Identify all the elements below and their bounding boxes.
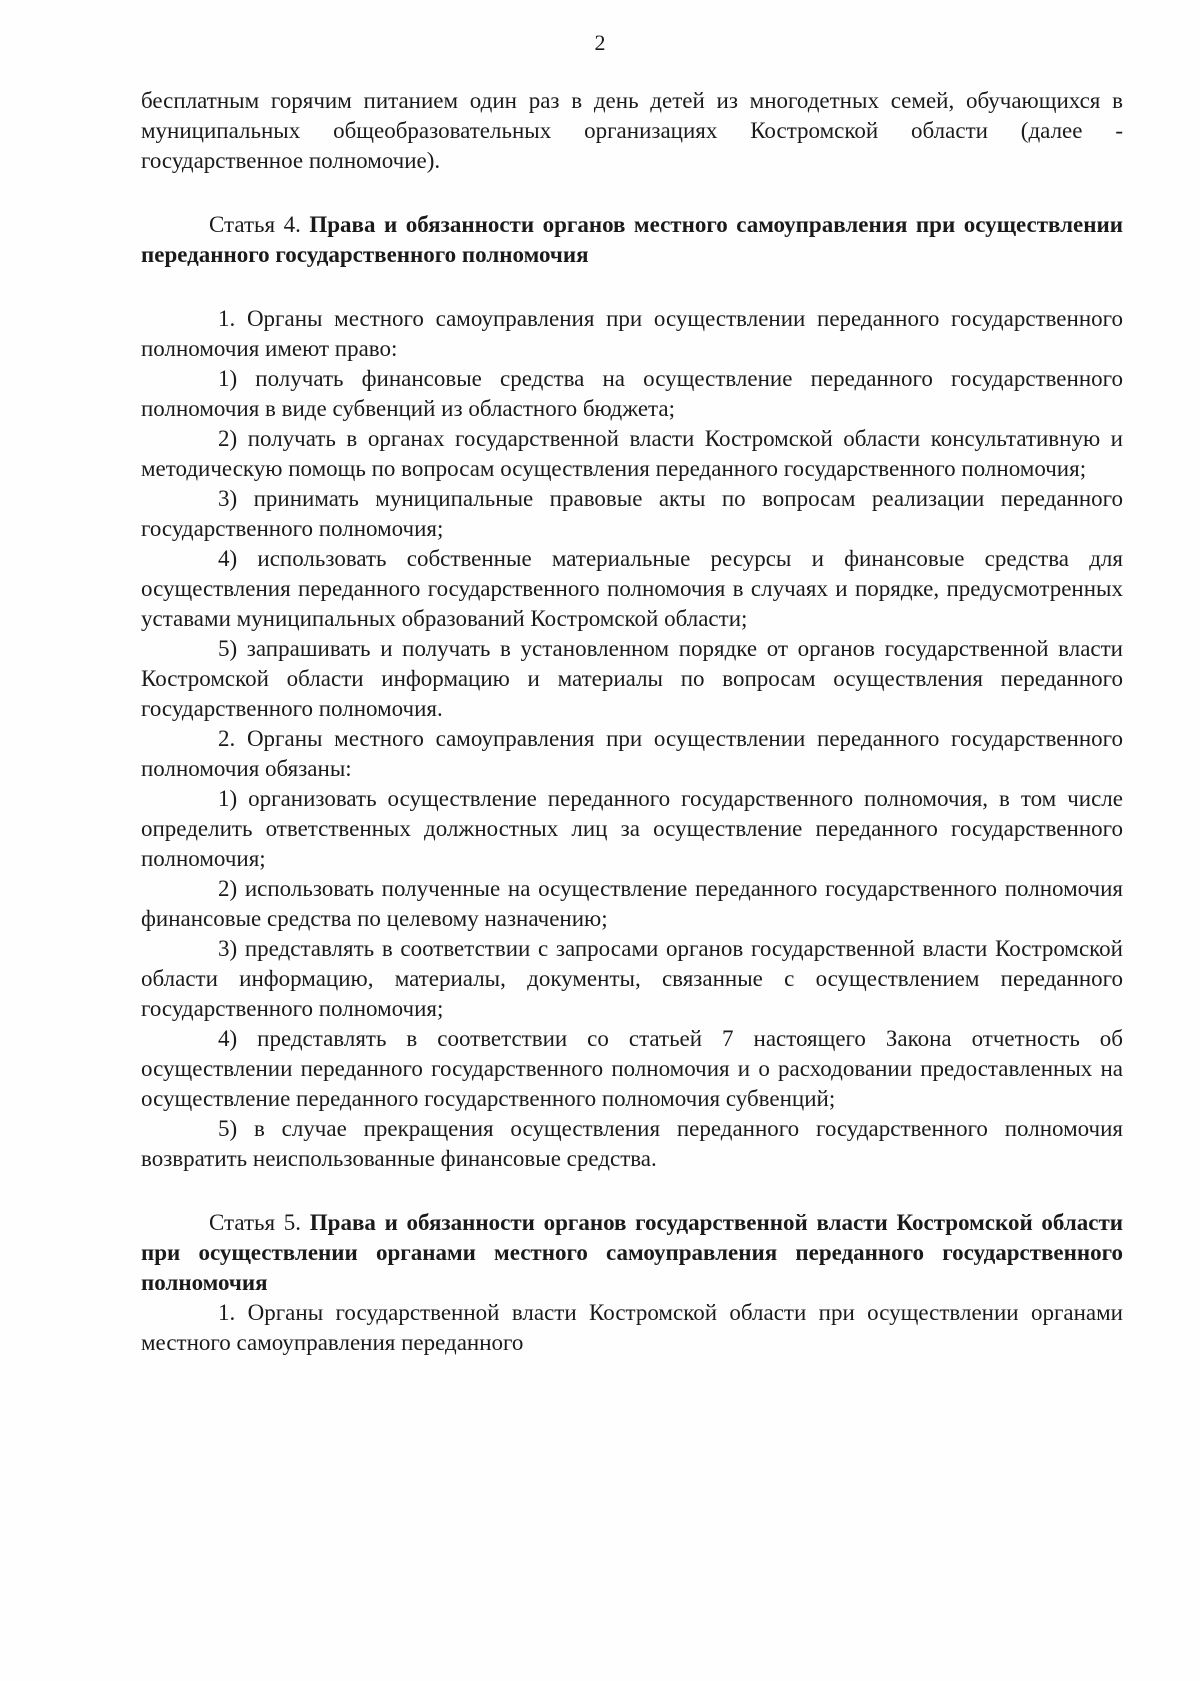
article-4-heading: [141, 210, 1123, 270]
article-5-title: Права и обязанности органов государственной власти Костромской области при осуществлении органами местного самоуправления переданного государственного полномочия: [141, 1210, 1123, 1295]
article-4-section-1-lead: 1. Органы местного самоуправления при осуществлении переданного государственного полномочия имеют право:: [141, 306, 1123, 361]
article-4-section-1-item: 3) принимать муниципальные правовые акты по вопросам реализации переданного государственного полномочия;: [141, 486, 1123, 541]
article-4-section-2-item: 2) использовать полученные на осуществление переданного государственного полномочия финансовые средства по целевому назначению;: [141, 876, 1123, 931]
article-4-section-1-item: 5) запрашивать и получать в установленном порядке от органов государственной власти Костромской области информацию и материалы по вопросам осуществления переданного государственного полномочия.: [141, 636, 1123, 721]
article-4-section-2-item: 1) организовать осуществление переданного государственного полномочия, в том числе определить ответственных должностных лиц за осуществление переданного государственного полномочия;: [141, 786, 1123, 871]
article-4-section-2-item: 4) представлять в соответствии со статьей 7 настоящего Закона отчетность об осуществлении переданного государственного полномочия и о расходовании предоставленных на осуществление переданного государственного полномочия субвенций;: [141, 1026, 1123, 1111]
article-4-section-1-item: 1) получать финансовые средства на осуществление переданного государственного полномочия в виде субвенций из областного бюджета;: [141, 366, 1123, 421]
article-4-section-1-item: 2) получать в органах государственной власти Костромской области консультативную и методическую помощь по вопросам осуществления переданного государственного полномочия;: [141, 426, 1123, 481]
intro-paragraph: бесплатным горячим питанием один раз в день детей из многодетных семей, обучающихся в муниципальных общеобразовательных организациях Костромской области (далее - государственное полномочие).: [141, 88, 1123, 173]
article-4-section-2-item: 5) в случае прекращения осуществления переданного государственного полномочия возвратить неиспользованные финансовые средства.: [141, 1116, 1123, 1171]
article-4-label: Статья 4.: [209, 212, 301, 237]
article-5-section-1-lead: 1. Органы государственной власти Костромской области при осуществлении органами местного самоуправления переданного: [141, 1300, 1123, 1355]
article-5-heading: [141, 1208, 1123, 1298]
page-number: 2: [594, 30, 606, 55]
document-body: [141, 86, 1123, 1358]
article-4-section-2-lead: 2. Органы местного самоуправления при осуществлении переданного государственного полномочия обязаны:: [141, 726, 1123, 781]
article-4-section-2-item: 3) представлять в соответствии с запросами органов государственной власти Костромской области информацию, материалы, документы, связанные с осуществлением переданного государственного полномочия;: [141, 936, 1123, 1021]
article-4-section-1-item: 4) использовать собственные материальные ресурсы и финансовые средства для осуществления переданного государственного полномочия в случаях и порядке, предусмотренных уставами муниципальных образований Костромской области;: [141, 546, 1123, 631]
article-5-label: Статья 5.: [209, 1210, 302, 1235]
article-4-title: Права и обязанности органов местного самоуправления при осуществлении переданного государственного полномочия: [141, 212, 1123, 267]
